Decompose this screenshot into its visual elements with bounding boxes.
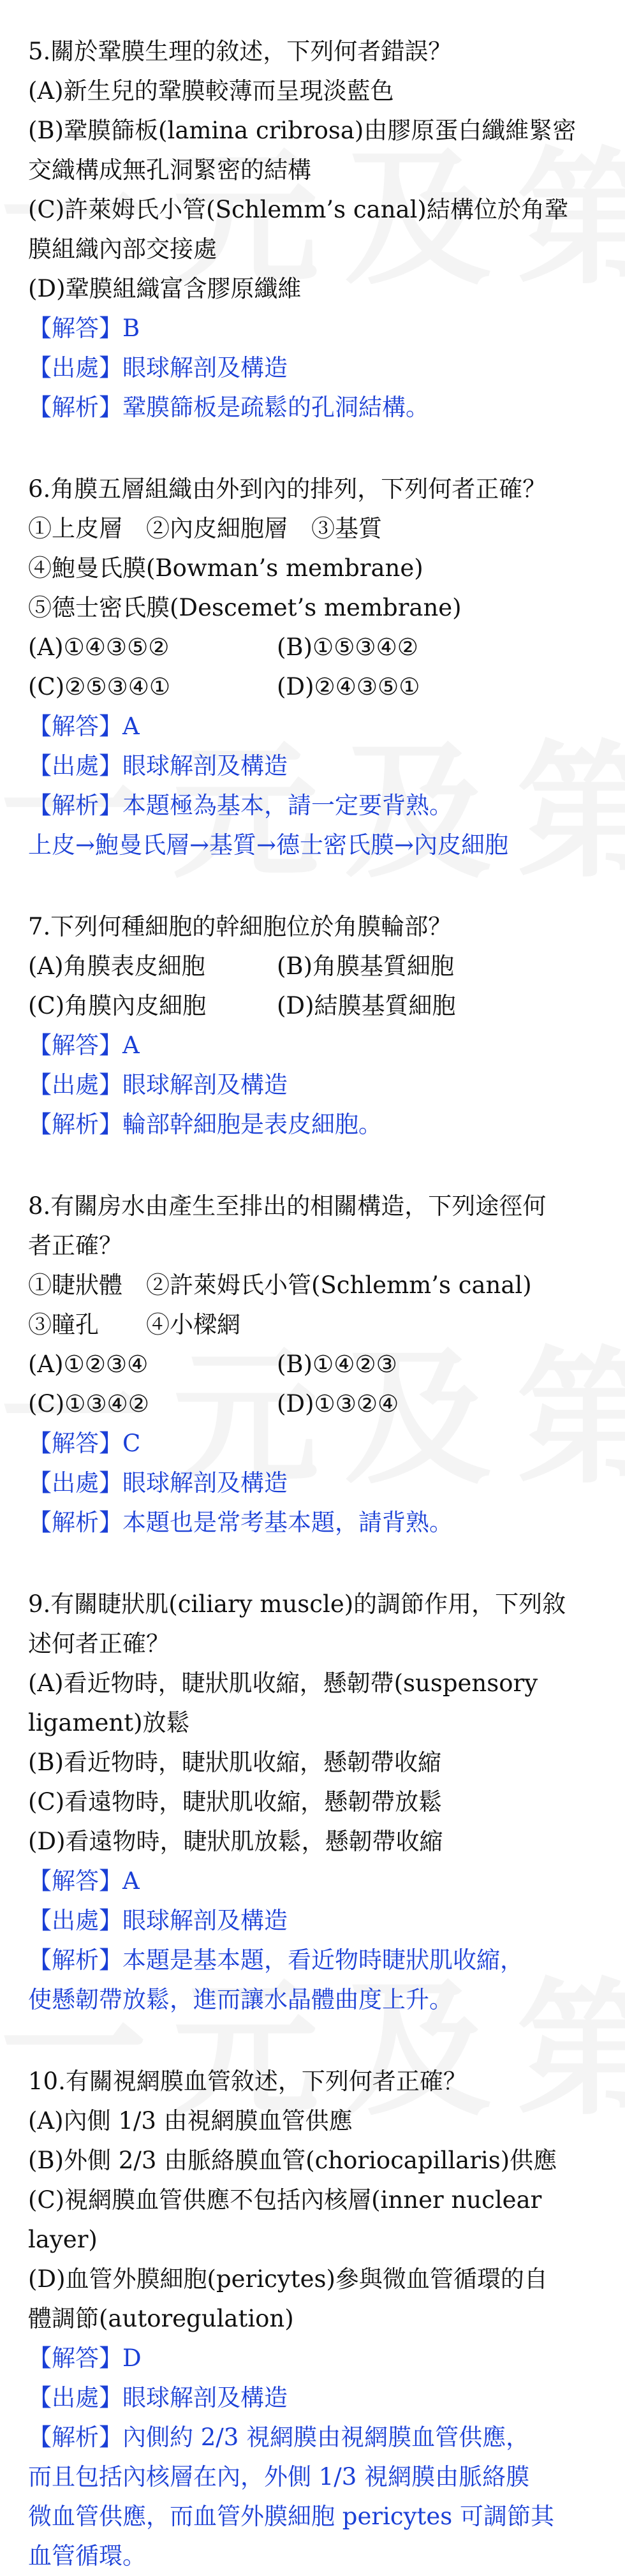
- explain-text-cont: 血管循環。: [28, 2542, 146, 2570]
- explain-text: 本題是基本題，看近物時睫狀肌收縮，: [122, 1946, 524, 1974]
- question-9: [28, 1585, 594, 2020]
- option-c: (C)看遠物時，睫狀肌收縮，懸韌帶放鬆: [28, 1788, 443, 1816]
- explain-line: [28, 2418, 594, 2457]
- option-row: [28, 947, 594, 986]
- option-d: (D)血管外膜細胞(pericytes)參與微血管循環的自: [28, 2265, 548, 2293]
- option-row: [28, 628, 594, 667]
- option-d: (D)結膜基質細胞: [277, 992, 456, 1019]
- answer-value: A: [122, 713, 140, 740]
- source-line: [28, 746, 594, 786]
- source-label: 【出處】: [28, 1469, 122, 1497]
- question-stem: 9.有關睫狀肌(ciliary muscle)的調節作用，下列敘: [28, 1590, 566, 1618]
- option-c: (C)角膜內皮細胞: [28, 992, 207, 1019]
- question-10: [28, 2062, 594, 2576]
- explain-line: [28, 1105, 594, 1144]
- source-line: [28, 1463, 594, 1503]
- explain-text: 內側約 2/3 視網膜由視網膜血管供應，: [122, 2424, 530, 2451]
- explain-label: 【解析】: [28, 1111, 122, 1138]
- option-a: (A)內側 1/3 由視網膜血管供應: [28, 2107, 353, 2135]
- source-value: 眼球解剖及構造: [122, 354, 288, 381]
- question-stem: 8.有關房水由產生至排出的相關構造，下列途徑何: [28, 1192, 547, 1220]
- option-d: (D)看遠物時，睫狀肌放鬆，懸韌帶收縮: [28, 1828, 443, 1855]
- answer-label: 【解答】: [28, 1032, 122, 1059]
- option-c: (C)②⑤③④①: [28, 673, 171, 700]
- explain-label: 【解析】: [28, 1509, 122, 1536]
- source-value: 眼球解剖及構造: [122, 1071, 288, 1099]
- option-row: [28, 986, 594, 1026]
- explain-line: [28, 1941, 594, 1980]
- item-line: ④鮑曼氏膜(Bowman’s membrane): [28, 554, 423, 582]
- explain-label: 【解析】: [28, 2424, 122, 2451]
- source-label: 【出處】: [28, 2384, 122, 2411]
- source-line: [28, 1901, 594, 1941]
- option-b-cont: 交織構成無孔洞緊密的結構: [28, 156, 311, 184]
- explain-text: 本題極為基本，請一定要背熟。: [122, 792, 453, 819]
- question-stem: 7.下列何種細胞的幹細胞位於角膜輪部？: [28, 913, 452, 940]
- source-label: 【出處】: [28, 1071, 122, 1099]
- item-line: ①上皮層 ②內皮細胞層 ③基質: [28, 515, 382, 542]
- explain-line: [28, 388, 594, 427]
- option-a: (A)新生兒的鞏膜較薄而呈現淡藍色: [28, 77, 394, 105]
- explain-label: 【解析】: [28, 1946, 122, 1974]
- option-d: (D)鞏膜組織富含膠原纖維: [28, 275, 302, 302]
- option-row: [28, 667, 594, 707]
- question-stem: 5.關於鞏膜生理的敘述，下列何者錯誤？: [28, 38, 452, 65]
- answer-line: [28, 1424, 594, 1463]
- option-b: (B)角膜基質細胞: [277, 952, 455, 980]
- question-8: [28, 1187, 594, 1543]
- explain-sequence: 上皮→鮑曼氏層→基質→德士密氏膜→內皮細胞: [28, 831, 509, 859]
- explain-text: 本題也是常考基本題，請背熟。: [122, 1509, 453, 1536]
- option-d: (D)②④③⑤①: [277, 673, 420, 700]
- question-7: [28, 907, 594, 1144]
- explain-label: 【解析】: [28, 792, 122, 819]
- answer-label: 【解答】: [28, 315, 122, 342]
- answer-value: C: [122, 1430, 141, 1457]
- question-stem: 6.角膜五層組織由外到內的排列，下列何者正確？: [28, 475, 547, 503]
- explain-text: 輪部幹細胞是表皮細胞。: [122, 1111, 382, 1138]
- option-b: (B)看近物時，睫狀肌收縮，懸韌帶收縮: [28, 1749, 442, 1776]
- option-c: (C)視網膜血管供應不包括內核層(inner nuclear: [28, 2186, 542, 2214]
- answer-value: B: [122, 315, 140, 342]
- option-d-cont: 體調節(autoregulation): [28, 2305, 294, 2332]
- explain-text: 鞏膜篩板是疏鬆的孔洞結構。: [122, 394, 429, 421]
- source-label: 【出處】: [28, 1907, 122, 1934]
- explain-text-cont: 微血管供應，而血管外膜細胞 pericytes 可調節其: [28, 2503, 555, 2530]
- answer-label: 【解答】: [28, 2344, 122, 2372]
- source-line: [28, 348, 594, 388]
- option-a: (A)看近物時，睫狀肌收縮，懸韌帶(suspensory: [28, 1669, 538, 1697]
- source-label: 【出處】: [28, 354, 122, 381]
- option-c-cont: layer): [28, 2226, 98, 2253]
- explain-line: [28, 1503, 594, 1543]
- option-c-cont: 膜組織內部交接處: [28, 235, 217, 263]
- item-line: ①睫狀體 ②許萊姆氏小管(Schlemm’s canal): [28, 1271, 532, 1299]
- source-line: [28, 2378, 594, 2418]
- answer-line: [28, 309, 594, 348]
- answer-label: 【解答】: [28, 713, 122, 740]
- source-line: [28, 1065, 594, 1105]
- option-d: (D)①③②④: [277, 1390, 399, 1418]
- source-value: 眼球解剖及構造: [122, 1907, 288, 1934]
- question-stem: 10.有關視網膜血管敘述，下列何者正確？: [28, 2068, 467, 2095]
- answer-value: A: [122, 1032, 140, 1059]
- item-line: ③瞳孔 ④小樑網: [28, 1311, 240, 1338]
- answer-line: [28, 1026, 594, 1065]
- source-label: 【出處】: [28, 752, 122, 780]
- option-b: (B)外側 2/3 由脈絡膜血管(choriocapillaris)供應: [28, 2147, 557, 2174]
- explain-line: [28, 786, 594, 825]
- option-a: (A)角膜表皮細胞: [28, 952, 205, 980]
- answer-line: [28, 2339, 594, 2378]
- explain-text-cont: 使懸韌帶放鬆，進而讓水晶體曲度上升。: [28, 1986, 453, 2013]
- option-b: (B)①④②③: [277, 1351, 397, 1378]
- answer-label: 【解答】: [28, 1430, 122, 1457]
- item-line: ⑤德士密氏膜(Descemet’s membrane): [28, 594, 462, 621]
- answer-line: [28, 1862, 594, 1901]
- answer-value: A: [122, 1867, 140, 1895]
- option-b: (B)①⑤③④②: [277, 633, 418, 661]
- explain-text-cont: 而且包括內核層在內，外側 1/3 視網膜由脈絡膜: [28, 2463, 530, 2491]
- explain-label: 【解析】: [28, 394, 122, 421]
- source-value: 眼球解剖及構造: [122, 1469, 288, 1497]
- answer-value: D: [122, 2344, 142, 2372]
- question-6: [28, 470, 594, 865]
- option-a-cont: ligament)放鬆: [28, 1709, 190, 1736]
- option-b: (B)鞏膜篩板(lamina cribrosa)由膠原蛋白纖維緊密: [28, 117, 577, 144]
- question-5: [28, 32, 594, 427]
- option-row: [28, 1345, 594, 1384]
- option-c: (C)許萊姆氏小管(Schlemm’s canal)結構位於角鞏: [28, 196, 568, 223]
- answer-label: 【解答】: [28, 1867, 122, 1895]
- option-a: (A)①②③④: [28, 1351, 149, 1378]
- source-value: 眼球解剖及構造: [122, 752, 288, 780]
- answer-line: [28, 707, 594, 746]
- question-stem-cont: 者正確？: [28, 1232, 122, 1259]
- source-value: 眼球解剖及構造: [122, 2384, 288, 2411]
- option-row: [28, 1384, 594, 1424]
- question-stem-cont: 述何者正確？: [28, 1630, 170, 1657]
- option-a: (A)①④③⑤②: [28, 633, 170, 661]
- option-c: (C)①③④②: [28, 1390, 149, 1418]
